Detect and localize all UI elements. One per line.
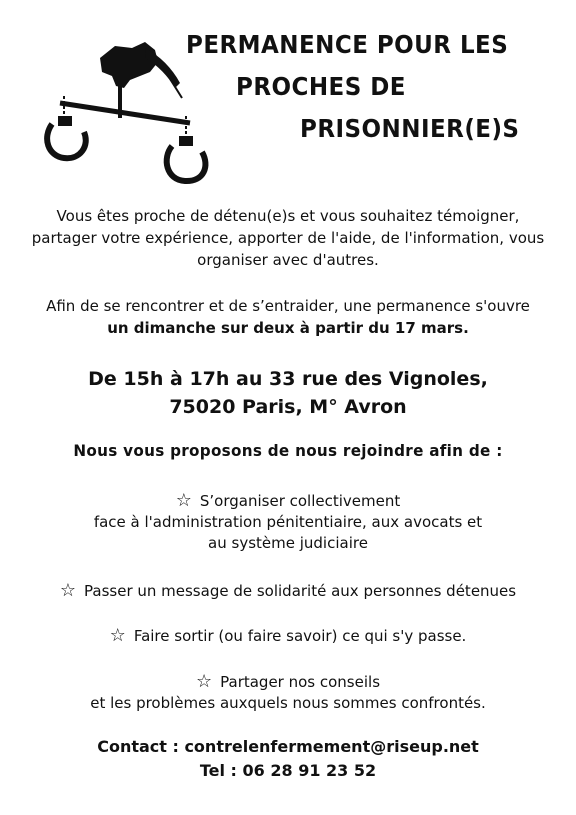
item-text: Faire sortir (ou faire savoir) ce qui s'y passe. [133, 627, 467, 645]
star-icon: ☆ [175, 490, 192, 511]
address-line-2: 75020 Paris, M° Avron [169, 396, 407, 418]
proposal-heading: Nous vous proposons de nous rejoindre afin de : [73, 441, 503, 460]
item-text: Passer un message de solidarité aux personnes détenues [84, 582, 517, 600]
list-item [28, 625, 548, 647]
meeting-emphasis: un dimanche sur deux à partir du 17 mars. [107, 319, 469, 337]
star-icon: ☆ [109, 625, 126, 646]
meeting-paragraph [28, 295, 548, 339]
address-line-1: De 15h à 17h au 33 rue des Vignoles, [88, 368, 488, 390]
item-text: et les problèmes auxquels nous sommes confrontés. [90, 694, 486, 712]
contact-block [28, 735, 548, 783]
intro-paragraph: Vous êtes proche de détenu(e)s et vous souhaitez témoigner, partager votre expérience, apporter de l'aide, de l'information, vous organiser avec d'autres. [31, 207, 545, 269]
title-line-3: PRISONNIER(E)S [300, 114, 520, 143]
list-item [28, 490, 548, 554]
title-line-1: PERMANENCE POUR LES [186, 30, 509, 59]
list-item [28, 580, 548, 602]
address-block [28, 365, 548, 421]
item-text: S’organiser collectivement [199, 492, 401, 510]
contact-email[interactable]: Contact : contrelenfermement@riseup.net [97, 737, 479, 756]
item-text: au système judiciaire [208, 534, 368, 552]
item-text: Partager nos conseils [220, 673, 381, 691]
title-line-2: PROCHES DE [236, 72, 406, 101]
list-item [28, 671, 548, 714]
star-icon: ☆ [59, 580, 77, 601]
item-text: face à l'administration pénitentiaire, aux avocats et [93, 513, 483, 531]
star-icon: ☆ [195, 671, 213, 692]
contact-phone[interactable]: Tel : 06 28 91 23 52 [199, 761, 377, 780]
meeting-text: Afin de se rencontrer et de s’entraider, une permanence s'ouvre [46, 297, 530, 315]
